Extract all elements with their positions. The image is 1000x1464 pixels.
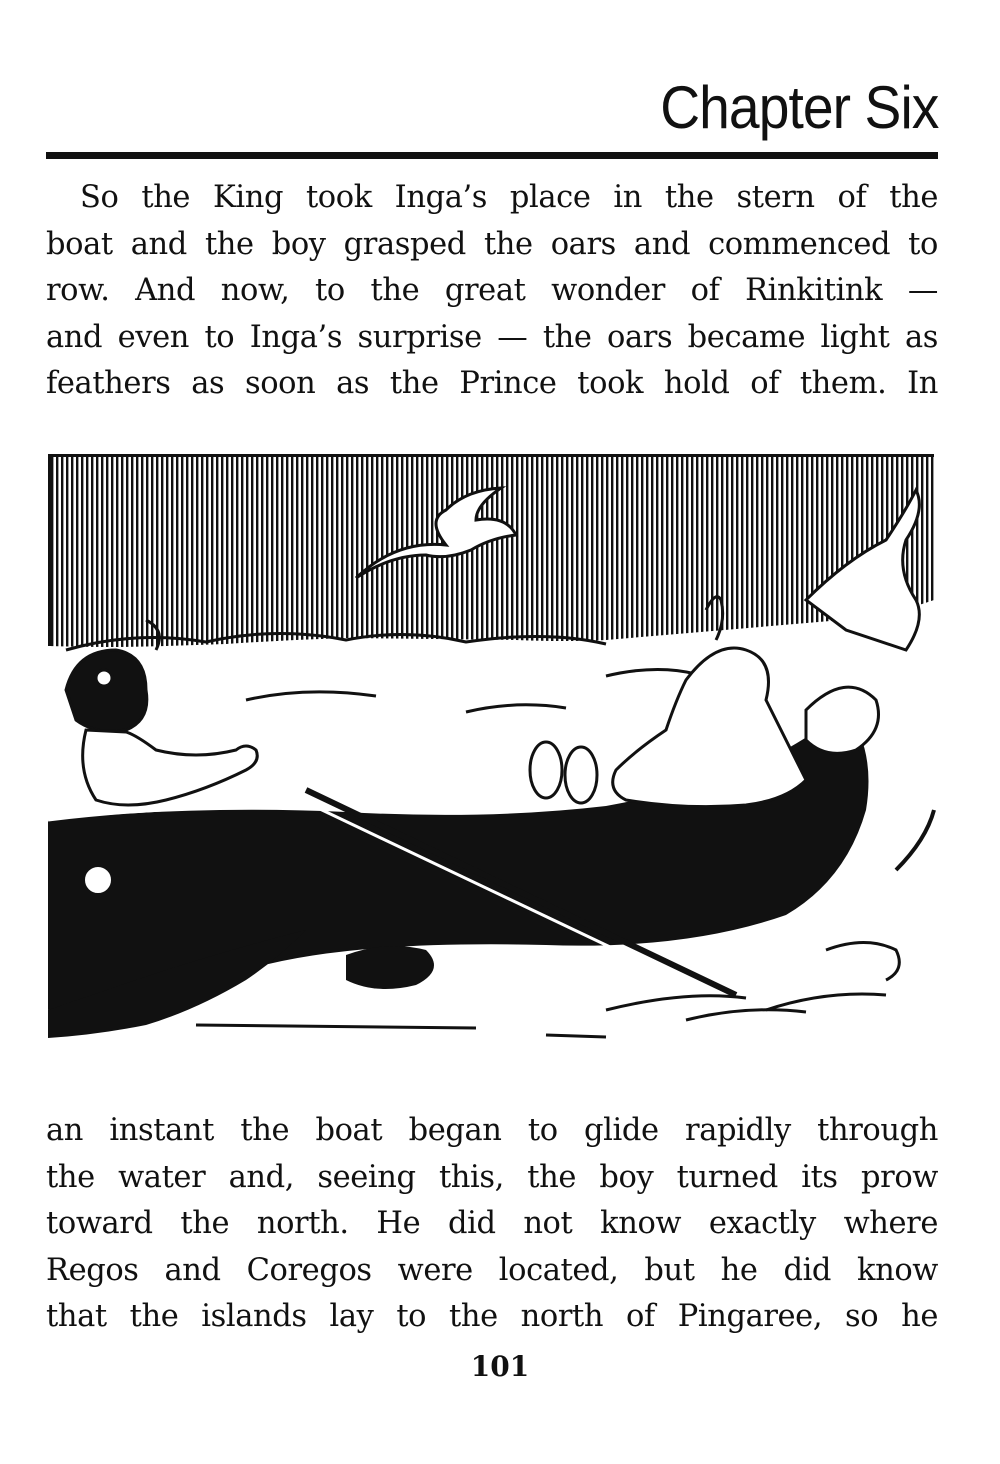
paragraph-bottom: [46, 1108, 938, 1341]
text-line: that the islands lay to the north of Pingaree, so he: [46, 1299, 938, 1334]
boy-rower-drawing: [66, 620, 257, 805]
boat-illustration: [46, 450, 938, 1050]
paragraph-top: [46, 175, 938, 408]
title-rule: [46, 152, 938, 159]
chapter-title: Chapter Six: [659, 74, 938, 141]
text-line: toward the north. He did not know exactly where: [46, 1206, 938, 1241]
text-line: the water and, seeing this, the boy turned its prow: [46, 1159, 938, 1195]
text-line: feathers as soon as the Prince took hold of them. In: [46, 366, 938, 401]
text-line: So the King took Inga’s place in the stern of the: [80, 180, 938, 215]
text-line: an instant the boat began to glide rapidly through: [46, 1113, 938, 1148]
text-line: and even to Inga’s surprise — the oars became light as: [46, 319, 938, 355]
page-number: 101: [470, 1350, 530, 1383]
text-line: boat and the boy grasped the oars and commenced to: [46, 226, 938, 262]
sky-hatching: [48, 454, 934, 647]
text-line: Regos and Coregos were located, but he did know: [46, 1252, 938, 1288]
text-line: row. And now, to the great wonder of Rinkitink —: [46, 273, 938, 308]
